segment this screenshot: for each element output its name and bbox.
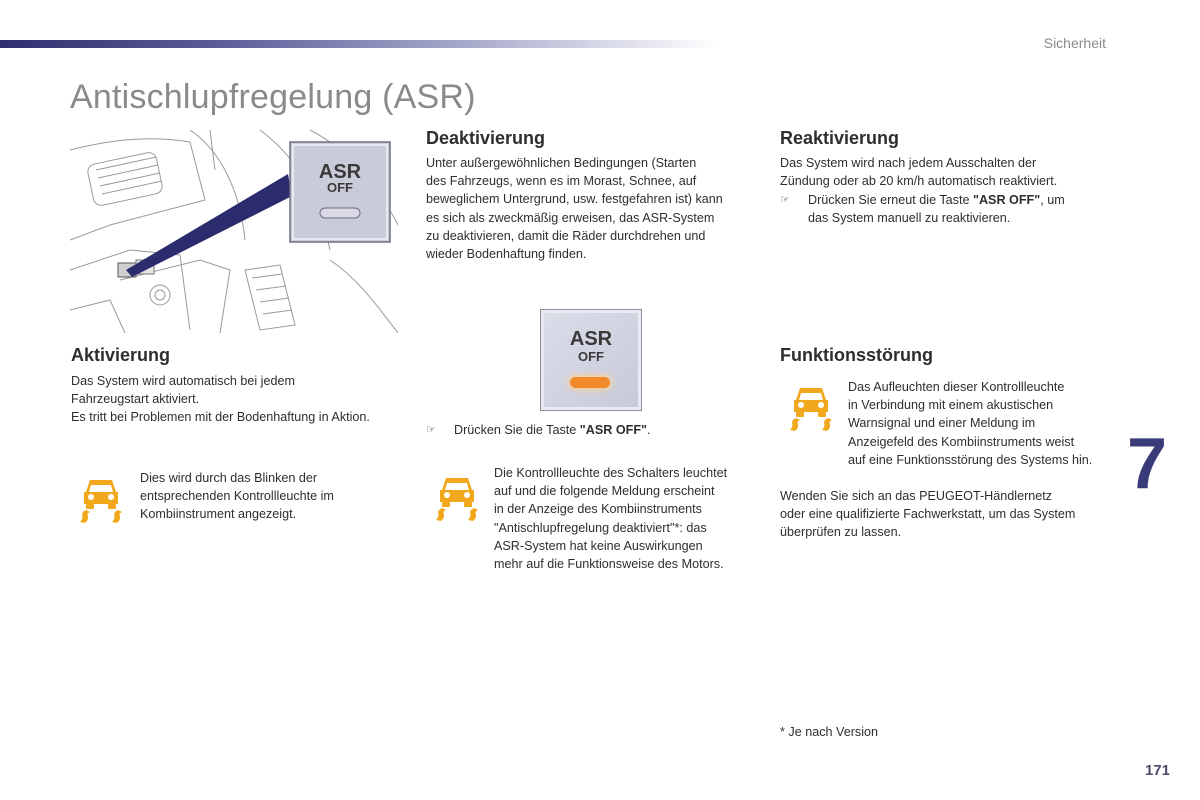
text-line: entsprechenden Kontrollleuchte im [140, 489, 334, 504]
instruction-end: , um [1040, 193, 1065, 207]
text-line: Kombiinstrument angezeigt. [140, 507, 297, 522]
text-line: beweglichem Untergrund, usw. festgefahren ist) kann [426, 192, 723, 207]
text-line: Warnsignal und einer Meldung im [848, 416, 1036, 431]
instruction-end: . [647, 423, 651, 437]
text-line: Dies wird durch das Blinken der [140, 471, 318, 485]
instruction-line2: das System manuell zu reaktivieren. [808, 211, 1011, 226]
asr-off-button[interactable] [540, 309, 642, 411]
deaktivierung-note [494, 464, 727, 573]
text-line: in der Anzeige des Kombiinstruments [494, 502, 702, 517]
header-gradient-bar [0, 40, 720, 48]
text-line: wieder Bodenhaftung finden. [426, 247, 587, 262]
text-line: in Verbindung mit einem akustischen [848, 398, 1054, 413]
asr-button-sublabel: OFF [578, 349, 604, 364]
asr-button-label: ASR [569, 328, 613, 350]
text-line: Das System wird nach jedem Ausschalten der [780, 156, 1037, 170]
aktivierung-note [140, 469, 334, 524]
page-number: 171 [1144, 762, 1170, 779]
text-line: ASR-System hat keine Auswirkungen [494, 538, 703, 553]
heading-deaktivierung: Deaktivierung [426, 128, 546, 148]
footnote: * Je nach Version [780, 725, 879, 739]
heading-aktivierung: Aktivierung [71, 345, 171, 365]
text-line: zu deaktivieren, damit die Räder durchdrehen und [426, 228, 706, 243]
text-line: es sich als zweckmäßig erweisen, das ASR-System [426, 210, 715, 225]
heading-funktionsstoerung: Funktionsstörung [780, 345, 933, 365]
deaktivierung-instruction [426, 421, 726, 439]
pointing-hand-icon: ☞ [780, 194, 790, 206]
traction-warning-icon [786, 384, 836, 434]
instruction-text: Drücken Sie die Taste [454, 423, 580, 437]
funktionsstoerung-text [780, 487, 1075, 542]
reaktivierung-text [780, 154, 1057, 190]
aktivierung-text [71, 372, 370, 427]
text-line: Zündung oder ab 20 km/h automatisch reaktiviert. [780, 174, 1058, 189]
reaktivierung-instruction [780, 191, 1120, 227]
text-line: auf eine Funktionsstörung des Systems hin. [848, 452, 1093, 467]
asr-indicator-led [570, 377, 610, 388]
text-line: des Fahrzeugs, wenn es im Morast, Schnee, auf [426, 174, 697, 189]
traction-warning-icon [432, 474, 482, 524]
traction-warning-icon [76, 476, 126, 526]
text-line: Anzeigefeld des Kombiinstruments weist [848, 434, 1075, 449]
text-line: Das Aufleuchten dieser Kontrollleuchte [848, 380, 1065, 394]
chapter-number: 7 [1127, 424, 1168, 504]
text-line: mehr auf die Funktionsweise des Motors. [494, 557, 724, 572]
text-line: auf und die folgende Meldung erscheint [494, 484, 715, 499]
instruction-key: "ASR OFF" [579, 423, 647, 437]
text-line: überprüfen zu lassen. [780, 525, 902, 540]
page-title: Antischlupfregelung (ASR) [70, 78, 476, 116]
text-line: oder eine qualifizierte Fachwerkstatt, um das System [780, 507, 1076, 522]
illustration-button-line2: OFF [327, 180, 353, 195]
section-label: Sicherheit [1043, 35, 1106, 51]
text-line: Fahrzeugstart aktiviert. [71, 392, 200, 407]
heading-reaktivierung: Reaktivierung [780, 128, 900, 148]
instruction-key: "ASR OFF" [972, 193, 1041, 207]
pointing-hand-icon: ☞ [426, 424, 436, 436]
text-line: Das System wird automatisch bei jedem [71, 374, 295, 388]
instruction-text: Drücken Sie erneut die Taste [808, 193, 973, 207]
text-line: Die Kontrollleuchte des Schalters leuchtet [494, 466, 728, 480]
dashboard-illustration [70, 130, 398, 333]
text-line: "Antischlupfregelung deaktiviert"*: das [494, 520, 707, 535]
text-line: Unter außergewöhnlichen Bedingungen (Starten [426, 156, 697, 170]
text-line: Wenden Sie sich an das PEUGEOT-Händlernetz [780, 489, 1053, 503]
deaktivierung-text [426, 154, 723, 263]
funktionsstoerung-note [848, 378, 1092, 469]
illustration-button-line1: ASR [318, 161, 362, 183]
text-line: Es tritt bei Problemen mit der Bodenhaftung in Aktion. [71, 410, 370, 425]
